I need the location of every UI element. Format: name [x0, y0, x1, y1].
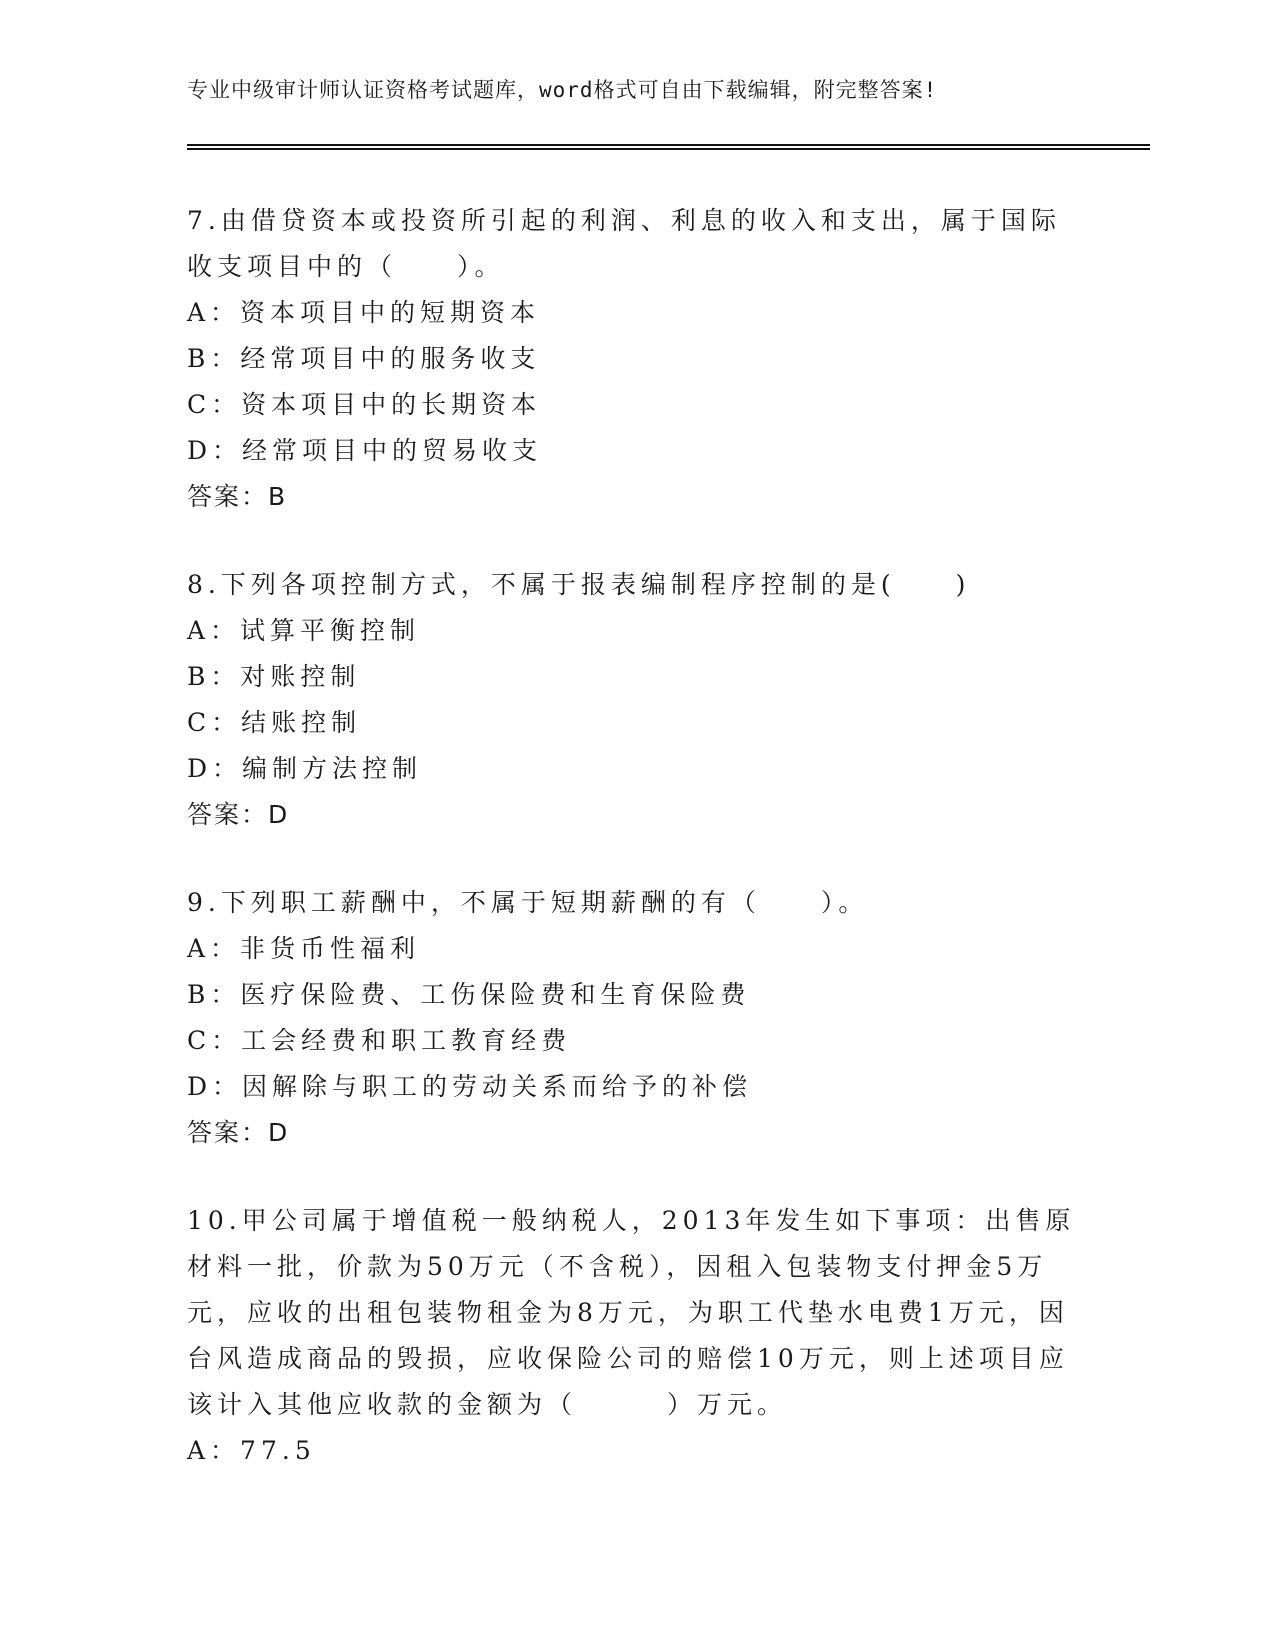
option-a: A：77.5 [187, 1436, 316, 1465]
question-stem: 8.下列各项控制方式，不属于报表编制程序控制的是( ) [187, 570, 971, 599]
option-a: A：资本项目中的短期资本 [187, 298, 541, 327]
option-c: C：资本项目中的长期资本 [187, 390, 542, 419]
question-stem: 10.甲公司属于增值税一般纳税人，2013年发生如下事项：出售原材料一批，价款为50万元（不含税），因租入包装物支付押金5万元，应收的出租包装物租金为8万元，为职工代垫水电费1万元，因台风造成商品的毁损，应收保险公司的赔偿10万元，则上述项目应该计入其他应收款的金额为（ ）万元。 [187, 1206, 1076, 1419]
option-c: C：工会经费和职工教育经费 [187, 1026, 572, 1055]
option-d: D：编制方法控制 [187, 754, 423, 783]
question-9 [187, 880, 1087, 1156]
option-c: C：结账控制 [187, 708, 362, 737]
option-b: B：医疗保险费、工伤保险费和生育保险费 [187, 980, 751, 1009]
page-header: 专业中级审计师认证资格考试题库，word格式可自由下载编辑，附完整答案! [187, 78, 938, 102]
question-10 [187, 1198, 1087, 1474]
option-a: A：非货币性福利 [187, 934, 421, 963]
question-stem: 9.下列职工薪酬中，不属于短期薪酬的有（ ）。 [187, 888, 869, 917]
option-d: D：因解除与职工的劳动关系而给予的补偿 [187, 1072, 753, 1101]
answer: 答案：D [187, 800, 290, 829]
answer: 答案：B [187, 482, 288, 511]
option-b: B：经常项目中的服务收支 [187, 344, 541, 373]
header-divider [187, 144, 1150, 150]
question-stem: 7.由借贷资本或投资所引起的利润、利息的收入和支出，属于国际收支项目中的（ ）。 [187, 206, 1061, 281]
answer: 答案：D [187, 1118, 290, 1147]
question-7 [187, 198, 1087, 520]
option-d: D：经常项目中的贸易收支 [187, 436, 543, 465]
option-b: B：对账控制 [187, 662, 361, 691]
question-8 [187, 562, 1087, 838]
question-list [187, 198, 1087, 1516]
option-a: A：试算平衡控制 [187, 616, 421, 645]
